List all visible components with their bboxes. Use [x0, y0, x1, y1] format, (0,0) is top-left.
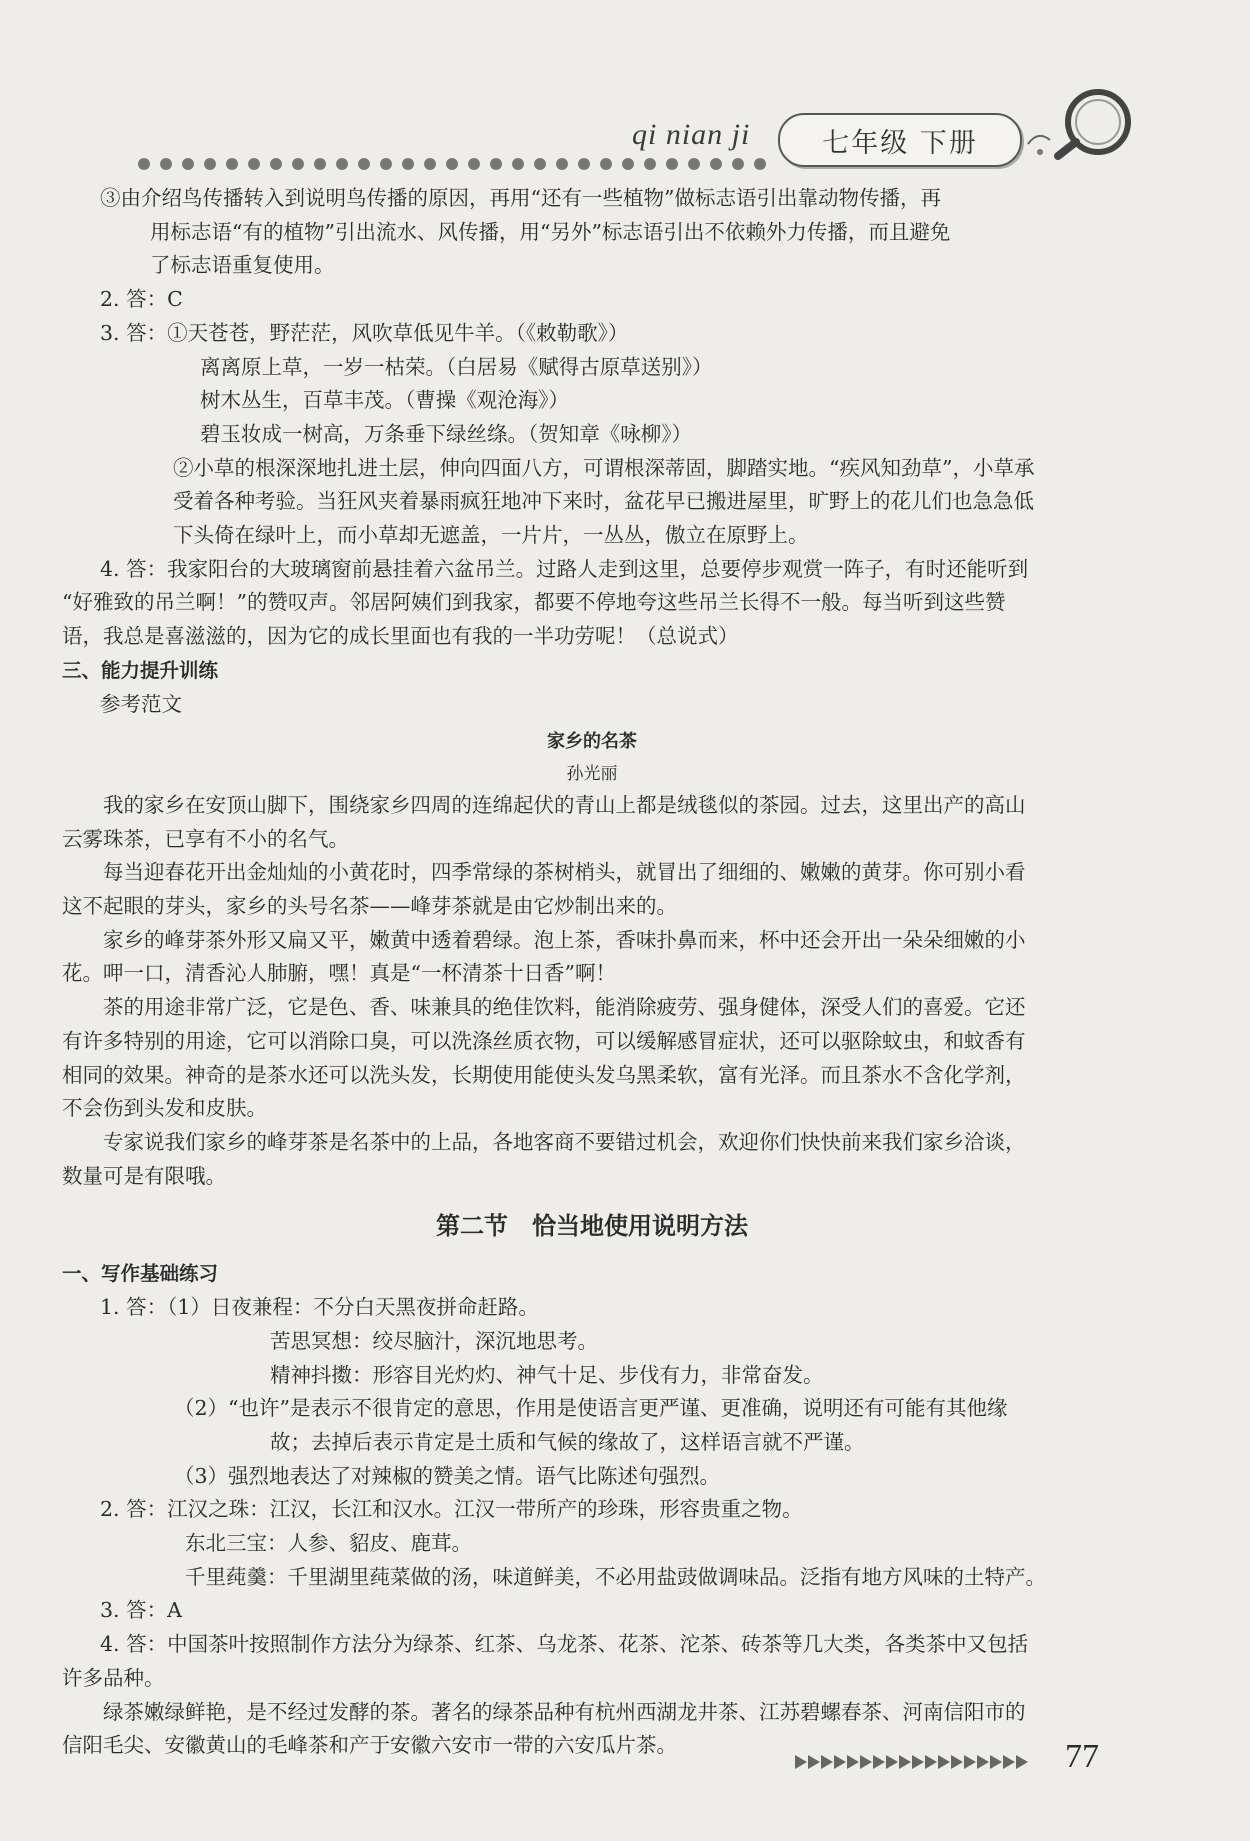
header-dot-divider: [133, 158, 773, 170]
text-line: 下头倚在绿叶上，而小草却无遮盖，一片片，一丛丛，傲立在原野上。: [173, 523, 809, 548]
text-line: 花。呷一口，清香沁人肺腑，嘿！真是“一杯清茶十日香”啊！: [62, 961, 616, 986]
magnifier-icon: [1020, 82, 1140, 172]
text-line: 专家说我们家乡的峰芽茶是名茶中的上品，各地客商不要错过机会，欢迎你们快快前来我们家乡洽谈，: [103, 1129, 1026, 1154]
text-line: 许多品种。: [62, 1665, 165, 1690]
text-line: 云雾珠茶，已享有不小的名气。: [62, 826, 349, 851]
text-line: “好雅致的吊兰啊！”的赞叹声。邻居阿姨们到我家，都要不停地夸这些吊兰长得不一般。每当听到这些赞: [62, 590, 1006, 615]
section-heading: 一、写作基础练习: [62, 1262, 219, 1286]
text-line: 故；去掉后表示肯定是土质和气候的缘故了，这样语言就不严谨。: [270, 1429, 865, 1454]
text-line: 每当迎春花开出金灿灿的小黄花时，四季常绿的茶树梢头，就冒出了细细的、嫩嫩的黄芽。你可别小看: [103, 860, 1026, 885]
text-line: 语，我总是喜滋滋的，因为它的成长里面也有我的一半功劳呢！（总说式）: [62, 624, 739, 649]
text-line: 2. 答：C: [100, 287, 183, 312]
answer-content: [62, 182, 1122, 1763]
text-line: 信阳毛尖、安徽黄山的毛峰茶和产于安徽六安市一带的六安瓜片茶。: [62, 1733, 677, 1758]
pinyin-header: qi nian ji: [632, 118, 751, 151]
essay-author: 孙光丽: [566, 763, 618, 784]
text-line: 不会伤到头发和皮肤。: [62, 1096, 267, 1121]
text-line: 千里莼羹：千里湖里莼菜做的汤，味道鲜美，不必用盐豉做调味品。泛指有地方风味的土特产。: [185, 1564, 1046, 1589]
text-line: 4. 答：中国茶叶按照制作方法分为绿茶、红茶、乌龙茶、花茶、沱茶、砖茶等几大类，各类茶中又包括: [100, 1632, 1029, 1657]
text-line: 我的家乡在安顶山脚下，围绕家乡四周的连绵起伏的青山上都是绒毯似的茶园。过去，这里出产的高山: [103, 792, 1026, 817]
section-title: [62, 1201, 1122, 1251]
grade-badge: 七年级 下册: [778, 113, 1022, 167]
text-line: 受着各种考验。当狂风夹着暴雨疯狂地冲下来时，盆花早已搬进屋里，旷野上的花儿们也急急低: [173, 489, 1034, 514]
text-line: 家乡的峰芽茶外形又扁又平，嫩黄中透着碧绿。泡上茶，香味扑鼻而来，杯中还会开出一朵朵细嫩的小: [103, 927, 1026, 952]
text-line: 离离原上草，一岁一枯荣。（白居易《赋得古原草送别》）: [200, 354, 713, 379]
section-number: 第二节: [436, 1212, 508, 1241]
text-line: 精神抖擞：形容目光灼灼、神气十足、步伐有力，非常奋发。: [270, 1362, 824, 1387]
text-line: 参考范文: [100, 691, 182, 716]
text-line: ③由介绍鸟传播转入到说明鸟传播的原因，再用“还有一些植物”做标志语引出靠动物传播，再: [100, 186, 941, 210]
text-line: 用标志语“有的植物”引出流水、风传播，用“另外”标志语引出不依赖外力传播，而且避免: [150, 219, 951, 244]
text-line: 东北三宝：人参、貂皮、鹿茸。: [185, 1531, 472, 1556]
section-heading: 三、能力提升训练: [62, 658, 219, 682]
text-line: （2）“也许”是表示不很肯定的意思，作用是使语言更严谨、更准确，说明还有可能有其他缘: [174, 1396, 1008, 1421]
text-line: 数量可是有限哦。: [62, 1163, 226, 1188]
text-line: 了标志语重复使用。: [150, 253, 335, 278]
text-line: 4. 答：我家阳台的大玻璃窗前悬挂着六盆吊兰。过路人走到这里，总要停步观赏一阵子，有时还能听到: [100, 556, 1029, 581]
text-line: 碧玉妆成一树高，万条垂下绿丝绦。（贺知章《咏柳》）: [200, 421, 692, 446]
section-name: 恰当地使用说明方法: [532, 1212, 748, 1241]
footer-arrow-decoration: [795, 1755, 1020, 1771]
essay-title: 家乡的名茶: [547, 731, 637, 753]
text-line: 2. 答：江汉之珠：江汉，长江和汉水。江汉一带所产的珍珠，形容贵重之物。: [100, 1497, 803, 1522]
text-line: 苦思冥想：绞尽脑汁，深沉地思考。: [270, 1328, 598, 1353]
page-number: 77: [1065, 1738, 1099, 1775]
text-line: （3）强烈地表达了对辣椒的赞美之情。语气比陈述句强烈。: [174, 1463, 721, 1488]
text-line: 绿茶嫩绿鲜艳，是不经过发酵的茶。著名的绿茶品种有杭州西湖龙井茶、江苏碧螺春茶、河南信阳市的: [103, 1699, 1026, 1724]
text-line: 这不起眼的芽头，家乡的头号名茶——峰芽茶就是由它炒制出来的。: [62, 894, 677, 919]
text-line: 有许多特别的用途，它可以消除口臭，可以洗涤丝质衣物，可以缓解感冒症状，还可以驱除蚊虫，和蚊香有: [62, 1028, 1026, 1053]
text-line: 树木丛生，百草丰茂。（曹操《观沧海》）: [200, 388, 569, 413]
text-line: 1. 答：（1）日夜兼程：不分白天黑夜拼命赶路。: [100, 1295, 539, 1320]
text-line: 相同的效果。神奇的是茶水还可以洗头发，长期使用能使头发乌黑柔软，富有光泽。而且茶水不含化学剂，: [62, 1062, 1026, 1087]
text-line: 茶的用途非常广泛，它是色、香、味兼具的绝佳饮料，能消除疲劳、强身健体，深受人们的喜爱。它还: [103, 995, 1026, 1020]
text-line: 3. 答：A: [100, 1598, 182, 1623]
text-line: ②小草的根深深地扎进土层，伸向四面八方，可谓根深蒂固，脚踏实地。“疾风知劲草”，小草承: [173, 455, 1035, 480]
text-line: 3. 答：①天苍苍，野茫茫，风吹草低见牛羊。（《敕勒歌》）: [100, 320, 629, 345]
